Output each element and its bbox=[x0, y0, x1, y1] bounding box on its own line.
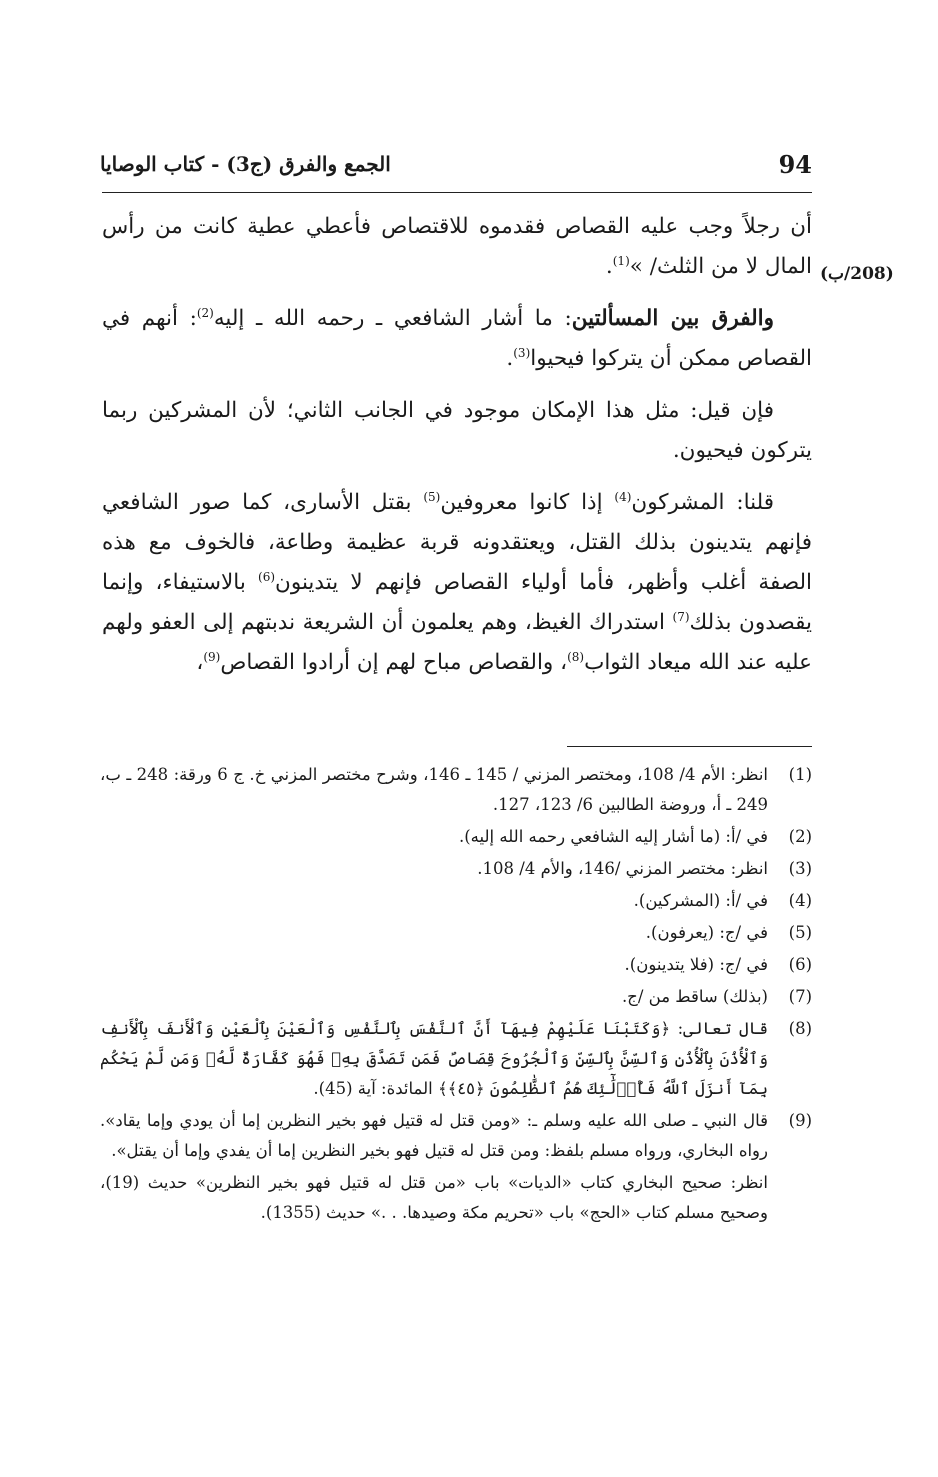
footnote-mark: (4) bbox=[614, 489, 632, 504]
footnote-number: (1) bbox=[788, 765, 812, 784]
footnote-item bbox=[100, 854, 812, 884]
page-header bbox=[100, 150, 812, 184]
footnotes bbox=[100, 760, 812, 1228]
footnote-item bbox=[100, 822, 812, 852]
footnote-mark: (5) bbox=[423, 489, 441, 504]
footnote-mark: (8) bbox=[567, 649, 585, 664]
footnote-text: في /ج: (فلا يتدينون). bbox=[624, 955, 768, 974]
footnote-item bbox=[100, 950, 812, 980]
footnote-number: (7) bbox=[788, 987, 812, 1006]
footnote-number: (8) bbox=[788, 1019, 812, 1038]
footnote-number: (9) bbox=[788, 1111, 812, 1130]
footnote-text: في /أ: (ما أشار إليه الشافعي رحمه الله إليه). bbox=[459, 827, 768, 846]
main-text bbox=[102, 207, 812, 695]
paragraph-2: والفرق بين المسألتين: ما أشار الشافعي ـ رحمه الله ـ إليه$^{(2)}$: أنهم في القصاص ممكن أن يتركوا فيحيوا$^{(3)}$. bbox=[102, 305, 812, 371]
footnote-item bbox=[100, 886, 812, 916]
running-title: الجمع والفرق (ج3) - كتاب الوصايا bbox=[100, 152, 391, 176]
paragraph-4: قلنا: المشركون$^{(4)}$ إذا كانوا معروفين$^{(5)}$ بقتل الأسارى، كما صور الشافعي فإنهم يتدينون بذلك القتل، ويعتقدونه قربة عظيمة وطاعة، فالخوف مع هذه الصفة أغلب وأظهر، فأما أولياء القصاص فإنهم لا يتدينون$^{(6)}$ بالاستيفاء، وإنما يقصدون بذلك$^{(7)}$ استدراك الغيظ، وهم يعلمون أن الشريعة ندبتهم إلى العفو ولهم عليه عند الله ميعاد الثواب$^{(8)}$، والقصاص مباح لهم إن أرادوا القصاص$^{(9)}$، bbox=[102, 489, 812, 675]
footnote-text: قال النبي ـ صلى الله عليه وسلم ـ: «ومن قتل له قتيل فهو بخير النظرين إما أن يودي وإما يقاد». رواه البخاري، ورواه مسلم بلفظ: ومن قتل له قتيل فهو بخير النظرين إما أن يفدي وإما أن يقتل». bbox=[100, 1111, 768, 1160]
footnote-number: (5) bbox=[788, 923, 812, 942]
footnote-text: في /أ: (المشركين). bbox=[633, 891, 768, 910]
footnote-number: (2) bbox=[788, 827, 812, 846]
margin-manuscript-reference: (208/ب) bbox=[820, 264, 894, 284]
header-rule bbox=[102, 192, 812, 193]
footnote-mark: (2) bbox=[196, 305, 214, 320]
footnote-mark: (9) bbox=[203, 649, 221, 664]
footnote-number: (3) bbox=[788, 859, 812, 878]
section-lead: والفرق بين المسألتين bbox=[571, 306, 774, 331]
footnote-text: (بذلك) ساقط من /ج. bbox=[621, 987, 768, 1006]
paragraph-3: فإن قيل: مثل هذا الإمكان موجود في الجانب الثاني؛ لأن المشركين ربما يتركون فيحيون. bbox=[102, 398, 812, 463]
footnote-text: انظر: مختصر المزني /146، والأم 4/ 108. bbox=[477, 859, 768, 878]
footnote-text: قال تعالى: ﴿وَكَتَبْنَا عَلَيْهِمْ فِيهَآ أَنَّ ٱلنَّفْسَ بِٱلنَّفْسِ وَٱلْعَيْنَ بِٱلْعَيْنِ وَٱلْأَنفَ بِٱلْأَنفِ وَٱلْأُذُنَ بِٱلْأُذُنِ وَٱلسِّنَّ بِٱلسِّنِّ وَٱلْجُرُوحَ قِصَاصٌ فَمَن تَصَدَّقَ بِهِۦ فَهُوَ كَفَّارَةٌ لَّهُۥ وَمَن لَّمْ يَحْكُم بِمَآ أَنزَلَ ٱللَّهُ فَأُو۟لَٰٓئِكَ هُمُ ٱلظَّٰلِمُونَ ﴿٤٥﴾﴾ المائدة: آية (45). bbox=[100, 1019, 768, 1098]
footnote-item bbox=[100, 760, 812, 820]
footnote-mark: (1) bbox=[612, 253, 630, 268]
footnote-mark: (7) bbox=[672, 609, 690, 624]
footnote-text: انظر: الأم 4/ 108، ومختصر المزني / 145 ـ 146، وشرح مختصر المزني خ. ج 6 ورقة: 248 ـ ب، 249 ـ أ، وروضة الطالبين 6/ 123، 127. bbox=[100, 765, 769, 814]
page-number: 94 bbox=[778, 150, 812, 179]
footnote-number: (4) bbox=[788, 891, 812, 910]
footnote-separator bbox=[567, 746, 812, 747]
footnote-source-reference: انظر: صحيح البخاري كتاب «الديات» باب «من قتل له قتيل فهو بخير النظرين» حديث (19)، وصحيح مسلم كتاب «الحج» باب «تحريم مكة وصيدها. . .» حديث (1355). bbox=[100, 1173, 768, 1222]
footnote-item bbox=[100, 918, 812, 948]
footnote-item bbox=[100, 1106, 812, 1166]
footnote-mark: (6) bbox=[258, 569, 276, 584]
footnote-number: (6) bbox=[788, 955, 812, 974]
footnote-item bbox=[100, 982, 812, 1012]
footnote-text: في /ج: (يعرفون). bbox=[645, 923, 768, 942]
footnote-mark: (3) bbox=[513, 345, 531, 360]
footnote-item bbox=[100, 1014, 812, 1104]
paragraph-1: أن رجلاً وجب عليه القصاص فقدموه للاقتصاص فأعطي عطية كانت من رأس المال لا من الثلث/ »$^{(1)}$. bbox=[102, 214, 812, 279]
